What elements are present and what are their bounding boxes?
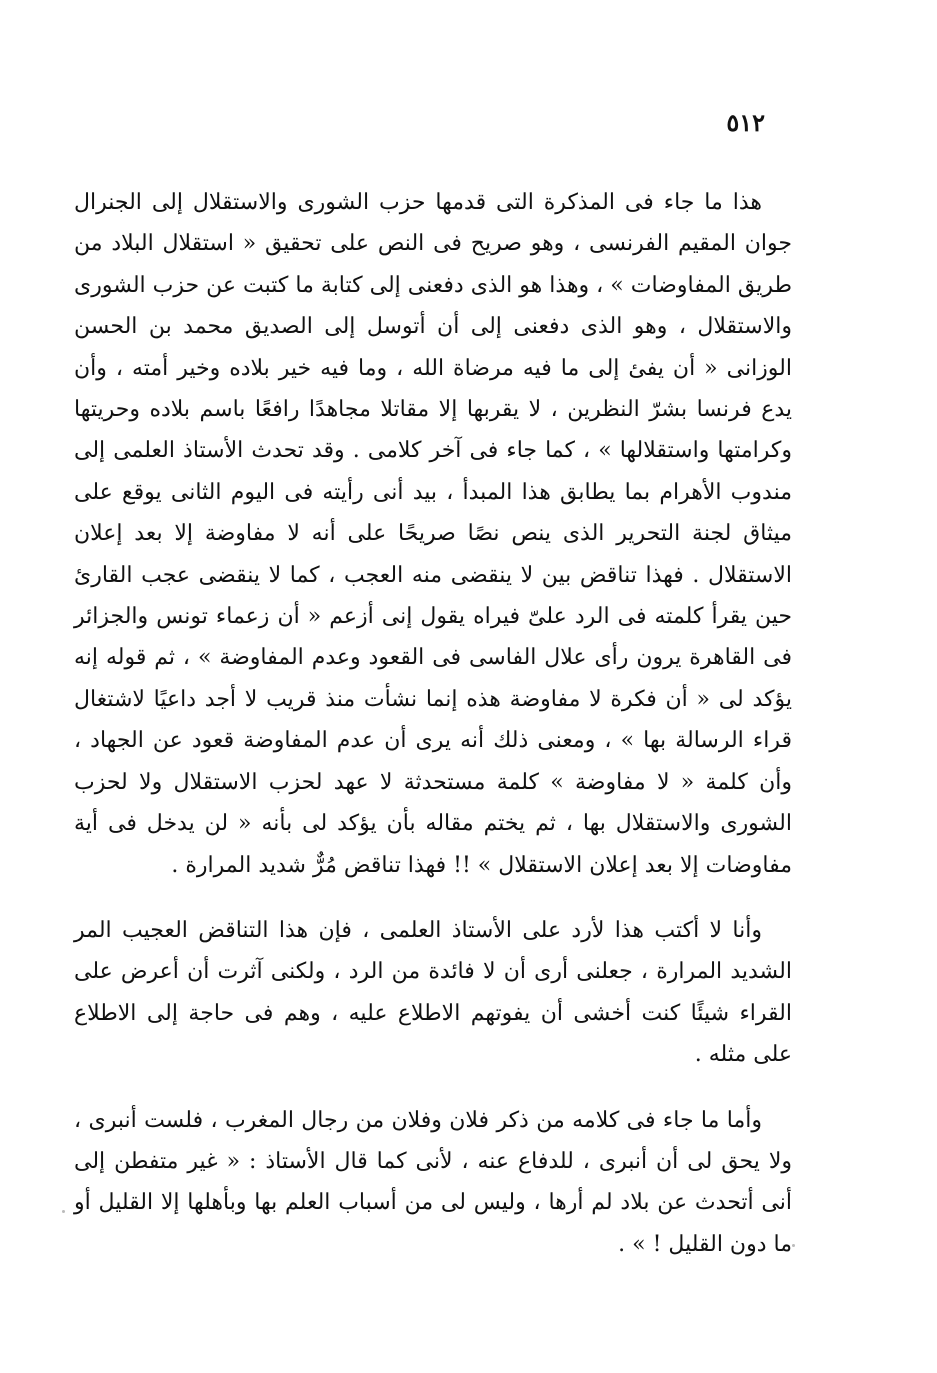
paragraph-3: وأما ما جاء فى كلامه من ذكر فلان وفلان من رجال المغرب ، فلست أنبرى ، ولا يحق لى أن أنبرى ، للدفاع عنه ، لأنى كما قال الأستاذ : « غير متفطن إلى أنى أتحدث عن بلاد لم أرها ، وليس لى من أسباب العلم بها وبأهلها إلا القليل أو ما دون القليل ! » . bbox=[74, 1107, 792, 1257]
scan-speck bbox=[792, 1244, 795, 1247]
paragraph-2: وأنا لا أكتب هذا لأرد على الأستاذ العلمى ، فإن هذا التناقض العجيب المر الشديد المرارة ، جعلنى أرى أن لا فائدة من الرد ، ولكنى آثرت أن أعرض على القراء شيئًا كنت أخشى أن يفوتهم الاطلاع عليه ، وهم فى حاجة إلى الاطلاع على مثله . bbox=[74, 917, 793, 1068]
scan-speck bbox=[62, 1210, 65, 1213]
paragraph-1: هذا ما جاء فى المذكرة التى قدمها حزب الشورى والاستقلال إلى الجنرال جوان المقيم الفرنسى ، وهو صريح فى النص على تحقيق « استقلال البلاد من طريق المفاوضات » ، وهذا هو الذى دفعنى إلى كتابة ما كتبت عن حزب الشورى والاستقلال ، وهو الذى دفعنى إلى أن أتوسل إلى الصديق محمد بن الحسن الوزانى « أن يفئ إلى ما فيه مرضاة الله ، وما فيه خير بلاده وخير أمته ، وأن يدع فرنسا بشرّ النظرين ، لا يقربها إلا مقاتلا مجاهدًا رافعًا باسم بلاده وحريتها وكرامتها واستقلالها » ، كما جاء فى آخر كلامى . وقد تحدث الأستاذ العلمى إلى مندوب الأهرام بما يطابق هذا المبدأ ، بيد أنى رأيته فى اليوم الثانى يوقع على ميثاق لجنة التحرير الذى ينص نصًا صريحًا على أنه لا مفاوضة إلا بعد إعلان الاستقلال . فهذا تناقض بين لا ينقضى منه العجب ، كما لا ينقضى عجب القارئ حين يقرأ كلمته فى الرد علىّ فيراه يقول إنى أزعم « أن زعماء تونس والجزائر فى القاهرة يرون رأى علال الفاسى فى القعود وعدم المفاوضة » ، ثم قوله إنه يؤكد لى « أن فكرة لا مفاوضة هذه إنما نشأت منذ قريب لا أجد داعيًا لاشتغال قراء الرسالة بها » ، ومعنى ذلك أنه يرى أن عدم المفاوضة قعود عن الجهاد ، وأن كلمة « لا مفاوضة » كلمة مستحدثة لا عهد لحزب الاستقلال ولا لحزب الشورى والاستقلال بها ، ثم يختم مقاله بأن يؤكد لى بأنه « لن يدخل فى أية مفاوضات إلا بعد إعلان الاستقلال » !! فهذا تناقض مُرٌّ شديد المرارة . bbox=[74, 190, 792, 878]
body-text bbox=[74, 182, 792, 1265]
page-number: ٥١٢ bbox=[726, 108, 765, 137]
